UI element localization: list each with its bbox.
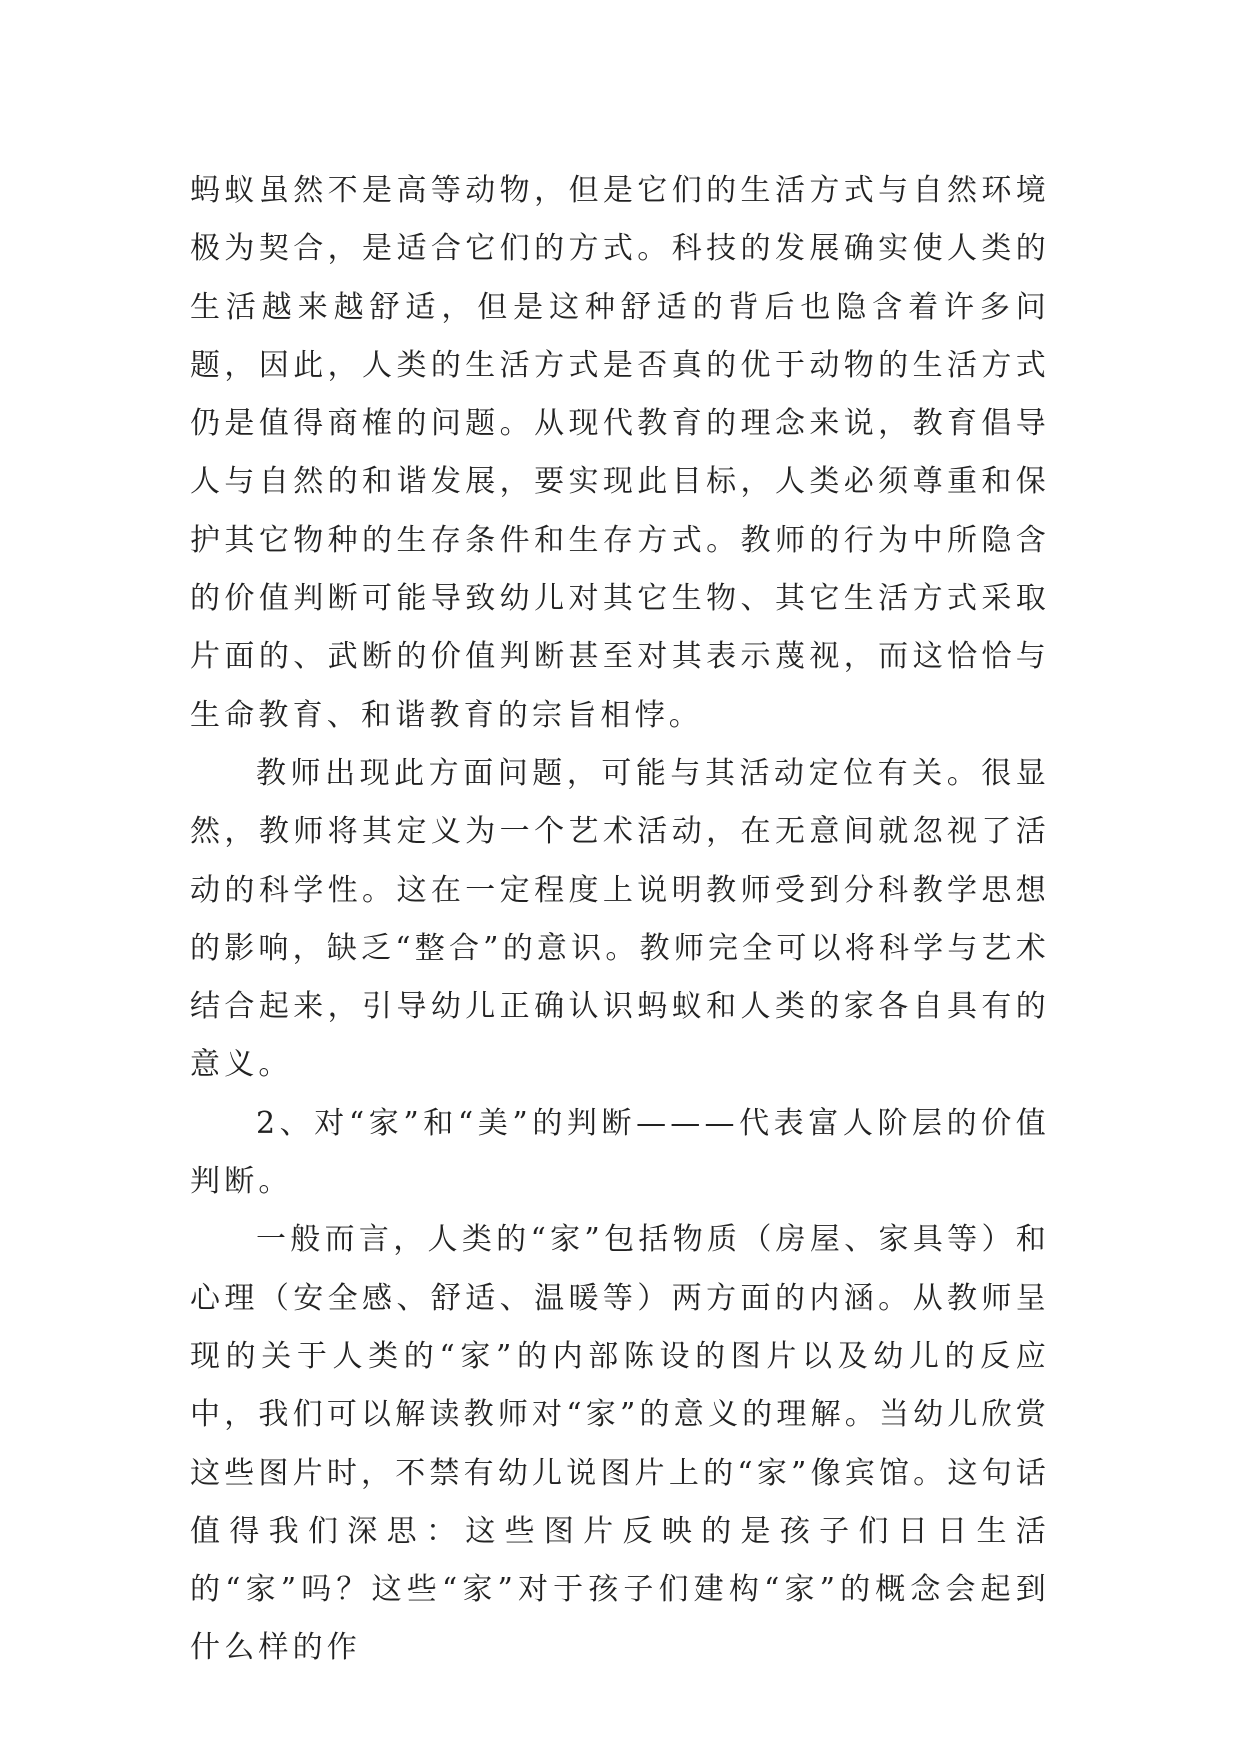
paragraph-section-heading-2: 2、对“家”和“美”的判断———代表富人阶层的价值判断。 [190,1105,1050,1200]
paragraph-home-meaning: 一般而言，人类的“家”包括物质（房屋、家具等）和心理（安全感、舒适、温暖等）两方面的内涵。从教师呈现的关于人类的“家”的内部陈设的图片以及幼儿的反应中，我们可以解读教师对“家”的意义的理解。当幼儿欣赏这些图片时，不禁有幼儿说图片上的“家”像宾馆。这句话值得我们深思：这些图片反映的是孩子们日日生活的“家”吗？这些“家”对于孩子们建构“家”的概念会起到什么样的作 [190,1222,1050,1666]
document-body [190,162,1050,1678]
paragraph-activity-positioning: 教师出现此方面问题，可能与其活动定位有关。很显然，教师将其定义为一个艺术活动，在无意间就忽视了活动的科学性。这在一定程度上说明教师受到分科教学思想的影响，缺乏“整合”的意识。教师完全可以将科学与艺术结合起来，引导幼儿正确认识蚂蚁和人类的家各自具有的意义。 [190,755,1050,1083]
paragraph-ant-lifestyle: 蚂蚁虽然不是高等动物，但是它们的生活方式与自然环境极为契合，是适合它们的方式。科技的发展确实使人类的生活越来越舒适，但是这种舒适的背后也隐含着许多问题，因此，人类的生活方式是否真的优于动物的生活方式仍是值得商榷的问题。从现代教育的理念来说，教育倡导人与自然的和谐发展，要实现此目标，人类必须尊重和保护其它物种的生存条件和生存方式。教师的行为中所隐含的价值判断可能导致幼儿对其它生物、其它生活方式采取片面的、武断的价值判断甚至对其表示蔑视，而这恰恰与生命教育、和谐教育的宗旨相悖。 [190,173,1050,733]
